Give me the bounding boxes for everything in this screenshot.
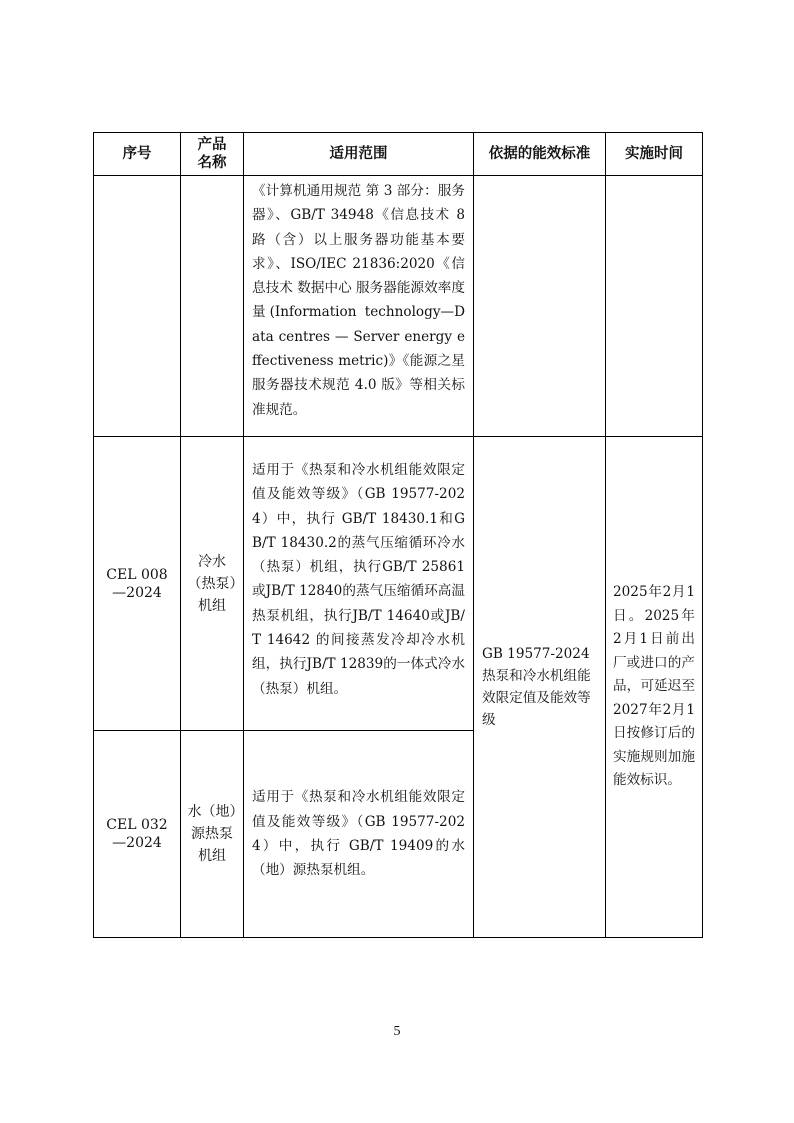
- row-standard-text: GB 19577-2024 热泵和冷水机组能效限定值及能效等级: [482, 646, 591, 728]
- standards-table: [93, 132, 703, 938]
- row-date-text: 2025年2月1日。2025年2月1日前出厂或进口的产品，可延迟至2027年2月1日按修订后的实施规则加施能效标识。: [613, 584, 695, 789]
- header-standard: 依据的能效标准: [474, 133, 606, 176]
- table-row: [94, 176, 703, 437]
- table-row: [94, 437, 703, 731]
- row-scope-text: 适用于《热泵和冷水机组能效限定值及能效等级》（GB 19577-2024）中，执行 GB/T 19409的水（地）源热泵机组。: [252, 789, 465, 879]
- row-product-name: [181, 176, 244, 437]
- header-implementation-date: 实施时间: [606, 133, 703, 176]
- row-implementation-date: [606, 437, 703, 938]
- row-serial-number: [94, 176, 181, 437]
- row-standard: [474, 176, 606, 437]
- row-scope: [244, 437, 474, 731]
- row-serial-number: CEL 008—2024: [94, 437, 181, 731]
- header-serial-number: 序号: [94, 133, 181, 176]
- header-product-name: [181, 133, 244, 176]
- table-header-row: [94, 133, 703, 176]
- row-implementation-date: [606, 176, 703, 437]
- row-product-name: 水（地）源热泵机组: [181, 731, 244, 938]
- row-scope-text: 适用于《热泵和冷水机组能效限定值及能效等级》（GB 19577-2024）中，执行 GB/T 18430.1和GB/T 18430.2的蒸气压缩循环冷水（热泵）机组，执行GB/T 25861或JB/T 12840的蒸气压缩循环高温热泵机组，执行JB/T 14640或JB/T 14642 的间接蒸发冷却冷水机组，执行JB/T 12839的一体式冷水（热泵）机组。: [252, 462, 465, 697]
- header-scope: 适用范围: [244, 133, 474, 176]
- row-serial-number: CEL 032—2024: [94, 731, 181, 938]
- header-product-name-label: 产品名称: [197, 137, 227, 171]
- page-number: 5: [393, 1024, 401, 1039]
- row-product-name: 冷水（热泵）机组: [181, 437, 244, 731]
- row-scope: [244, 176, 474, 437]
- row-standard: [474, 437, 606, 938]
- row-scope: [244, 731, 474, 938]
- row-scope-text: 《计算机通用规范 第 3 部分：服务器》、GB/T 34948《信息技术 8 路（含）以上服务器功能基本要求》、ISO/IEC 21836:2020《信息技术 数据中心 服务器能源效率度量(Information technology—Data centres — Server energy effectiveness metric)》《能源之星服务器技术规范 4.0 版》等相关标准规范。: [252, 183, 465, 418]
